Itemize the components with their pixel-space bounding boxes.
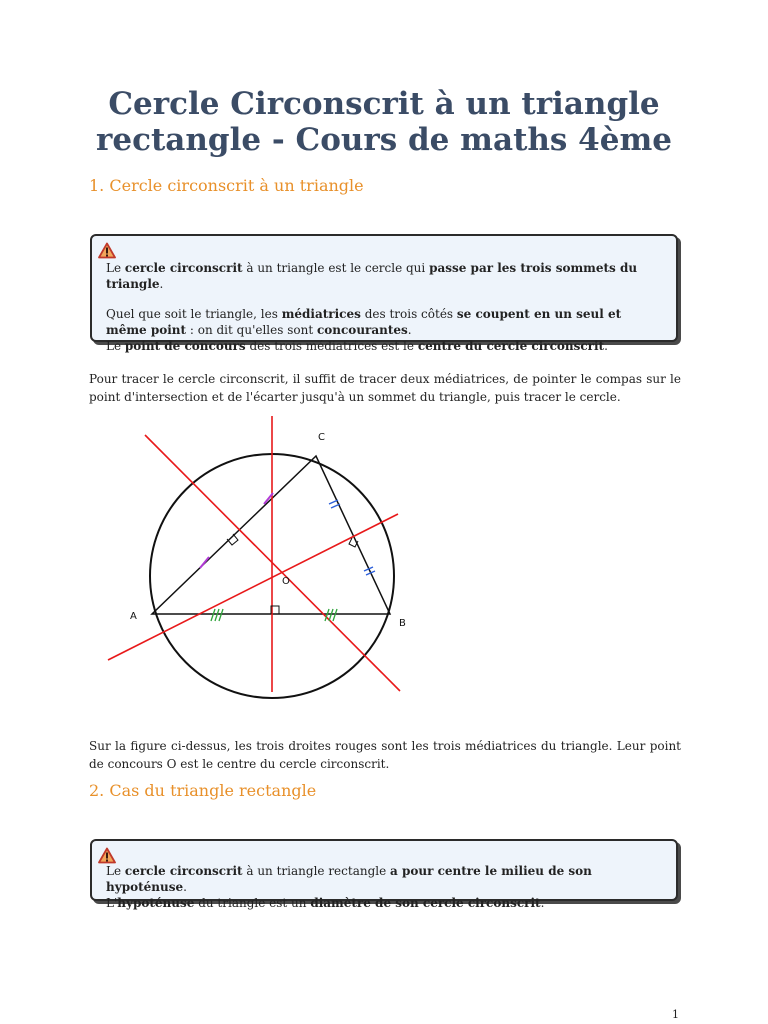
box1-p1-bold-d: passe par les trois sommets du triangle	[106, 261, 638, 291]
page-number: 1	[672, 1008, 679, 1021]
box1-p2-bold-d: se coupent en un seul et même point	[106, 307, 622, 337]
definition-box-2	[90, 839, 678, 910]
label-b: B	[399, 618, 406, 629]
paragraph-figure-caption: Sur la figure ci-dessus, les trois droites rouges sont les trois médiatrices du triangle. Leur point de concours O est le centre du cercle circonscrit.	[89, 739, 681, 771]
box1-p3-bold-b: point de concours	[124, 339, 246, 353]
title-line-1: Cercle Circonscrit à un triangle	[108, 86, 660, 122]
tick-ab-1b	[215, 609, 219, 621]
box2-p2-text-e: .	[540, 896, 545, 910]
box1-p2-bold-b: médiatrices	[281, 307, 361, 321]
box1-p1-bold-b: cercle circonscrit	[124, 261, 243, 275]
tick-bc-1a	[329, 500, 338, 504]
box1-p2-text-e: : on dit qu'elles sont	[186, 323, 317, 337]
box2-p1-text-c: à un triangle rectangle	[242, 864, 391, 878]
box2-p2-text-a: L'	[106, 896, 118, 910]
tick-ab-1a	[211, 609, 215, 621]
box1-p3-text-c: des trois médiatrices est le	[245, 339, 418, 353]
box1-paragraph-2	[106, 306, 662, 354]
box1-p2-text-a: Quel que soit le triangle, les	[106, 307, 282, 321]
box1-p2-text-c: des trois côtés	[360, 307, 457, 321]
box1-p3-text-e: .	[604, 339, 608, 353]
box1-p1-text-e: .	[159, 277, 164, 291]
definition-box-1	[90, 234, 678, 353]
box1-paragraph-1	[106, 260, 662, 292]
triangle-abc	[152, 456, 390, 614]
box1-p3-text-a: Le	[106, 339, 125, 353]
box1-p1-text-a: Le	[106, 261, 125, 275]
box2-p1-bold-d: a pour centre le milieu de son hypoténuse	[106, 864, 592, 894]
box1-p2-bold-f: concourantes	[316, 323, 408, 337]
box2-p2-bold-d: diamètre de son cercle circonscrit	[310, 896, 541, 910]
warning-icon	[98, 847, 116, 864]
box2-p2-bold-b: hypoténuse	[117, 896, 195, 910]
tick-ab-2b	[329, 609, 333, 621]
box1-p2-text-g: .	[407, 323, 412, 337]
box1-p3-bold-d: centre du cercle circonscrit	[417, 339, 605, 353]
label-c: C	[318, 432, 325, 443]
box2-p1-text-e: .	[183, 880, 187, 894]
page-title	[60, 86, 708, 158]
circumcircle-figure	[100, 408, 420, 713]
tick-ab-2c	[333, 609, 337, 621]
box2-p1-text-a: Le	[106, 864, 125, 878]
section-heading-1: 1. Cercle circonscrit à un triangle	[89, 176, 364, 195]
box2-p2-text-c: du triangle est un	[194, 896, 311, 910]
box1-p1-text-c: à un triangle est le cercle qui	[242, 261, 430, 275]
section-heading-2: 2. Cas du triangle rectangle	[89, 781, 317, 800]
box2-paragraph	[106, 863, 662, 911]
tick-ac-1	[200, 557, 209, 568]
paragraph-construction: Pour tracer le cercle circonscrit, il suffit de tracer deux médiatrices, de pointer le compas sur le point d'intersection et de l'écarter jusqu'à un sommet du triangle, puis tracer le cercle.	[89, 372, 681, 404]
warning-icon	[98, 242, 116, 259]
label-o: O	[282, 576, 290, 587]
title-line-2: rectangle - Cours de maths 4ème	[96, 122, 672, 158]
box2-p1-bold-b: cercle circonscrit	[124, 864, 243, 878]
tick-ab-1c	[219, 609, 223, 621]
label-a: A	[130, 611, 137, 622]
